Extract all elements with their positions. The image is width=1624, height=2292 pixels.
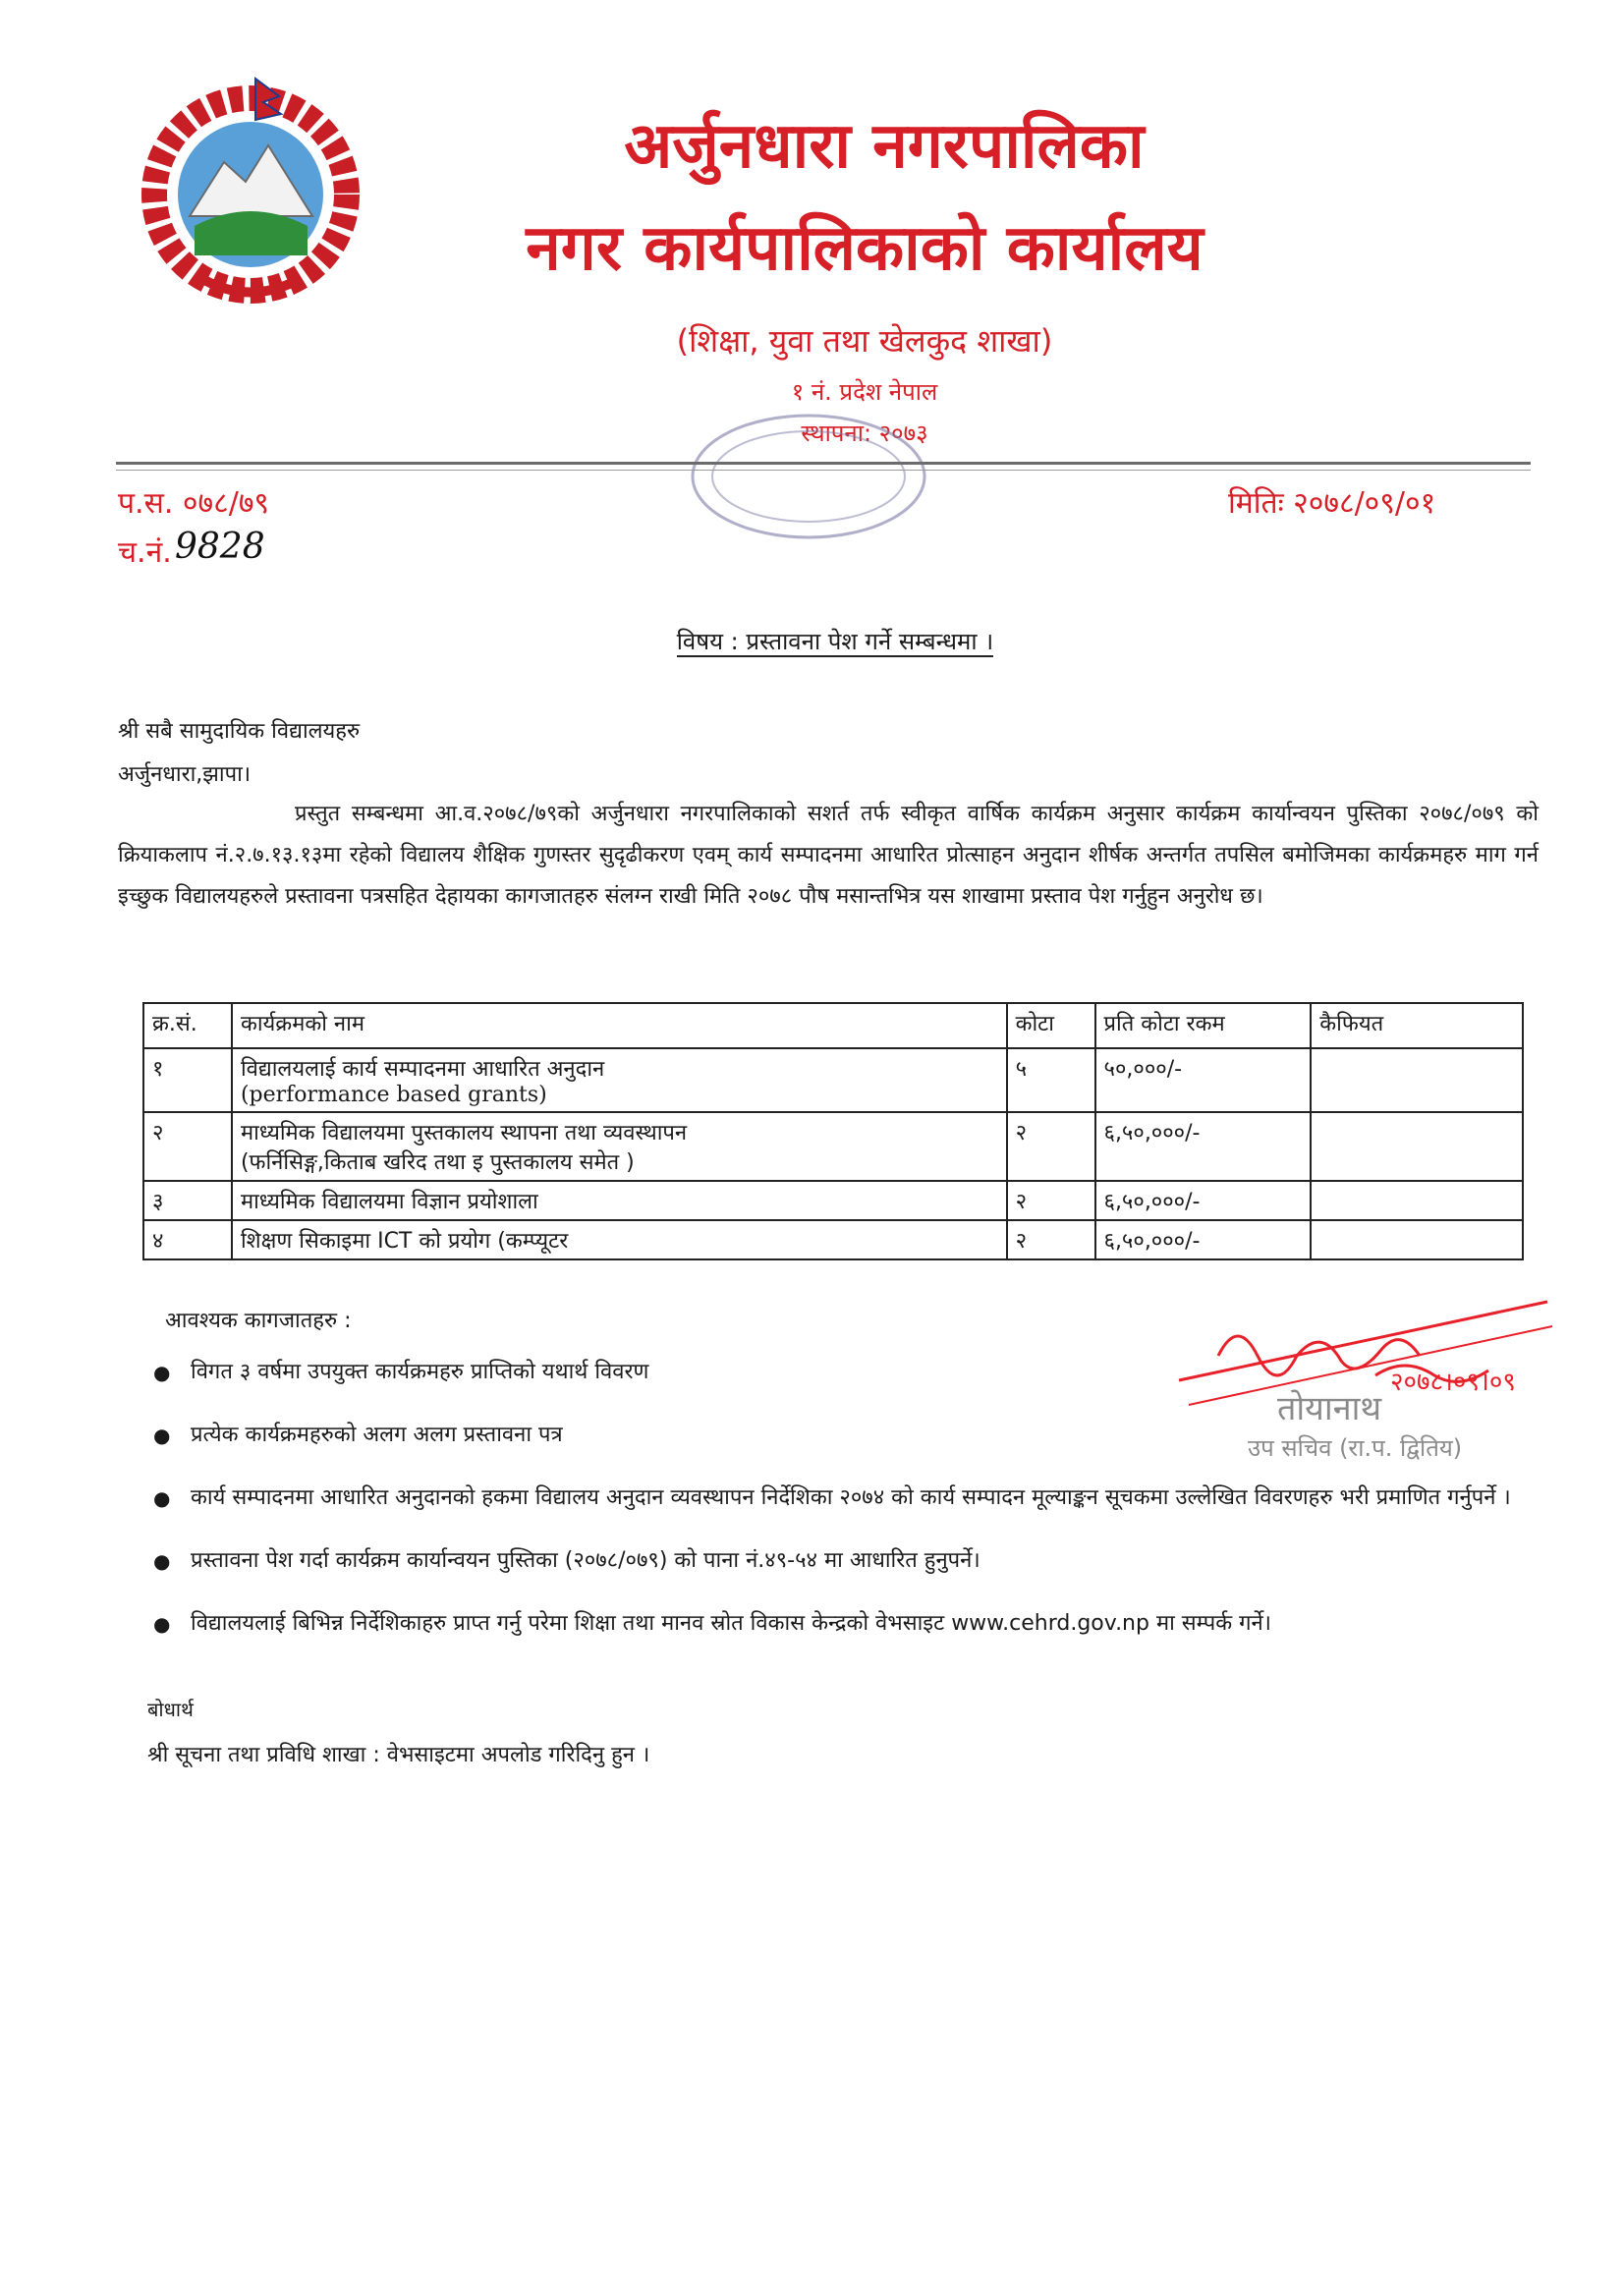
header-remarks: कैफियत (1311, 1003, 1523, 1048)
nepal-emblem-icon (136, 69, 365, 310)
letter-date: मितिः २०७८/०९/०१ (1228, 486, 1436, 521)
cell-remarks (1311, 1048, 1523, 1112)
program-table (142, 1002, 1524, 1260)
cell-program-name (232, 1181, 1007, 1220)
header-rule-thin (116, 470, 1531, 471)
municipality-name: अर्जुनधारा नगरपालिका (624, 110, 1145, 183)
table-row (143, 1112, 1523, 1181)
cell-amount: ६,५०,०००/- (1095, 1220, 1312, 1259)
program-name: शिक्षण सिकाइमा ICT को प्रयोग (कम्प्यूटर (240, 1229, 569, 1254)
subject-line (570, 625, 1100, 657)
cell-remarks (1311, 1112, 1523, 1181)
cc-text: श्री सूचना तथा प्रविधि शाखा : वेभसाइटमा अपलोड गरिदिनु हुन । (147, 1743, 650, 1767)
established-line: स्थापना: २०७३ (801, 419, 928, 447)
reference-number: प.स. ०७८/७९ (118, 486, 270, 521)
recipient-line-1: श्री सबै सामुदायिक विद्यालयहरु (118, 719, 361, 744)
program-name-sub: (फर्निसिङ्ग,किताब खरिद तथा इ पुस्तकालय समेत ) (240, 1150, 635, 1175)
cell-remarks (1311, 1220, 1523, 1259)
cell-serial: १ (143, 1048, 232, 1112)
cell-program-name (232, 1220, 1007, 1259)
cell-serial: ३ (143, 1181, 232, 1220)
table-header-row (143, 1003, 1523, 1048)
cell-amount: ६,५०,०००/- (1095, 1112, 1312, 1181)
signer-designation: उप सचिव (रा.प. द्वितिय) (1248, 1434, 1463, 1462)
signature-date: २०७८।०९।०९ (1390, 1368, 1516, 1397)
office-name: नगर कार्यपालिकाको कार्यालय (526, 212, 1204, 285)
recipient-line-2: अर्जुनधारा,झापा। (118, 762, 252, 787)
dispatch-label: च.नं. (118, 535, 172, 570)
office-stamp-icon (676, 403, 941, 550)
program-name: माध्यमिक विद्यालयमा विज्ञान प्रयोशाला (240, 1190, 538, 1214)
header-quota: कोटा (1007, 1003, 1095, 1048)
list-item: ● कार्य सम्पादनमा आधारित अनुदानको हकमा विद्यालय अनुदान व्यवस्थापन निर्देशिका २०७४ को कार्य सम्पादन मूल्याङ्कन सूचकमा उल्लेखित विवरणहरु भरी प्रमाणित गर्नुपर्ने । (147, 1480, 1523, 1517)
body-paragraph: प्रस्तुत सम्बन्धमा आ.व.२०७८/७९को अर्जुनधारा नगरपालिकाको सशर्त तर्फ स्वीकृत वार्षिक कार्यक्रम अनुसार कार्यक्रम कार्यान्वयन पुस्तिका २०७८/०७९ को क्रियाकलाप नं.२.७.१३.१३मा रहेको विद्यालय शैक्षिक गुणस्तर सुदृढीकरण एवम् कार्य सम्पादनमा आधारित प्रोत्साहन अनुदान शीर्षक अन्तर्गत तपसिल बमोजिमका कार्यक्रमहरु माग गर्न इच्छुक विद्यालयहरुले प्रस्तावना पत्रसहित देहायका कागजातहरु संलग्न राखी मिति २०७८ पौष मसान्तभित्र यस शाखामा प्रस्ताव पेश गर्नुहुन अनुरोध छ। (118, 802, 1539, 909)
cell-quota: ५ (1007, 1048, 1095, 1112)
documents-title: आवश्यक कागजातहरु : (165, 1309, 352, 1333)
cell-serial: ४ (143, 1220, 232, 1259)
list-item: ● विगत ३ वर्षमा उपयुक्त कार्यक्रमहरु प्राप्तिको यथार्थ विवरण (147, 1354, 1523, 1391)
table-row (143, 1220, 1523, 1259)
cell-program-name (232, 1112, 1007, 1181)
subject-text: विषय : प्रस्तावना पेश गर्ने सम्बन्धमा । (676, 628, 994, 655)
cell-quota: २ (1007, 1181, 1095, 1220)
program-name: विद्यालयलाई कार्य सम्पादनमा आधारित अनुदान (240, 1057, 605, 1082)
province-line: १ नं. प्रदेश नेपाल (791, 378, 938, 406)
header-program-name: कार्यक्रमको नाम (232, 1003, 1007, 1048)
cell-amount: ५०,०००/- (1095, 1048, 1312, 1112)
cell-quota: २ (1007, 1220, 1095, 1259)
branch-name: (शिक्षा, युवा तथा खेलकुद शाखा) (676, 322, 1053, 360)
handwritten-signature-icon (1159, 1287, 1572, 1464)
program-name-sub: (performance based grants) (240, 1083, 547, 1107)
signer-name: तोयानाथ (1277, 1389, 1382, 1428)
table-row (143, 1181, 1523, 1220)
cell-remarks (1311, 1181, 1523, 1220)
program-name: माध्यमिक विद्यालयमा पुस्तकालय स्थापना तथा व्यवस्थापन (240, 1121, 688, 1146)
header-serial: क्र.सं. (143, 1003, 232, 1048)
cc-label: बोधार्थ (147, 1698, 194, 1721)
cell-quota: २ (1007, 1112, 1095, 1181)
cell-amount: ६,५०,०००/- (1095, 1181, 1312, 1220)
header-amount: प्रति कोटा रकम (1095, 1003, 1312, 1048)
cell-program-name (232, 1048, 1007, 1112)
cell-serial: २ (143, 1112, 232, 1181)
list-item: ● प्रत्येक कार्यक्रमहरुको अलग अलग प्रस्तावना पत्र (147, 1417, 1523, 1454)
list-item: ● विद्यालयलाई बिभिन्न निर्देशिकाहरु प्राप्त गर्नु परेमा शिक्षा तथा मानव स्रोत विकास केन्द्रको वेभसाइट www.cehrd.gov.np मा सम्पर्क गर्ने। (147, 1605, 1523, 1643)
header-rule (116, 462, 1531, 465)
dispatch-number: 9828 (175, 527, 265, 567)
list-item: ● प्रस्तावना पेश गर्दा कार्यक्रम कार्यान्वयन पुस्तिका (२०७८/०७९) को पाना नं.४९-५४ मा आधारित हुनुपर्ने। (147, 1542, 1523, 1580)
table-row (143, 1048, 1523, 1112)
